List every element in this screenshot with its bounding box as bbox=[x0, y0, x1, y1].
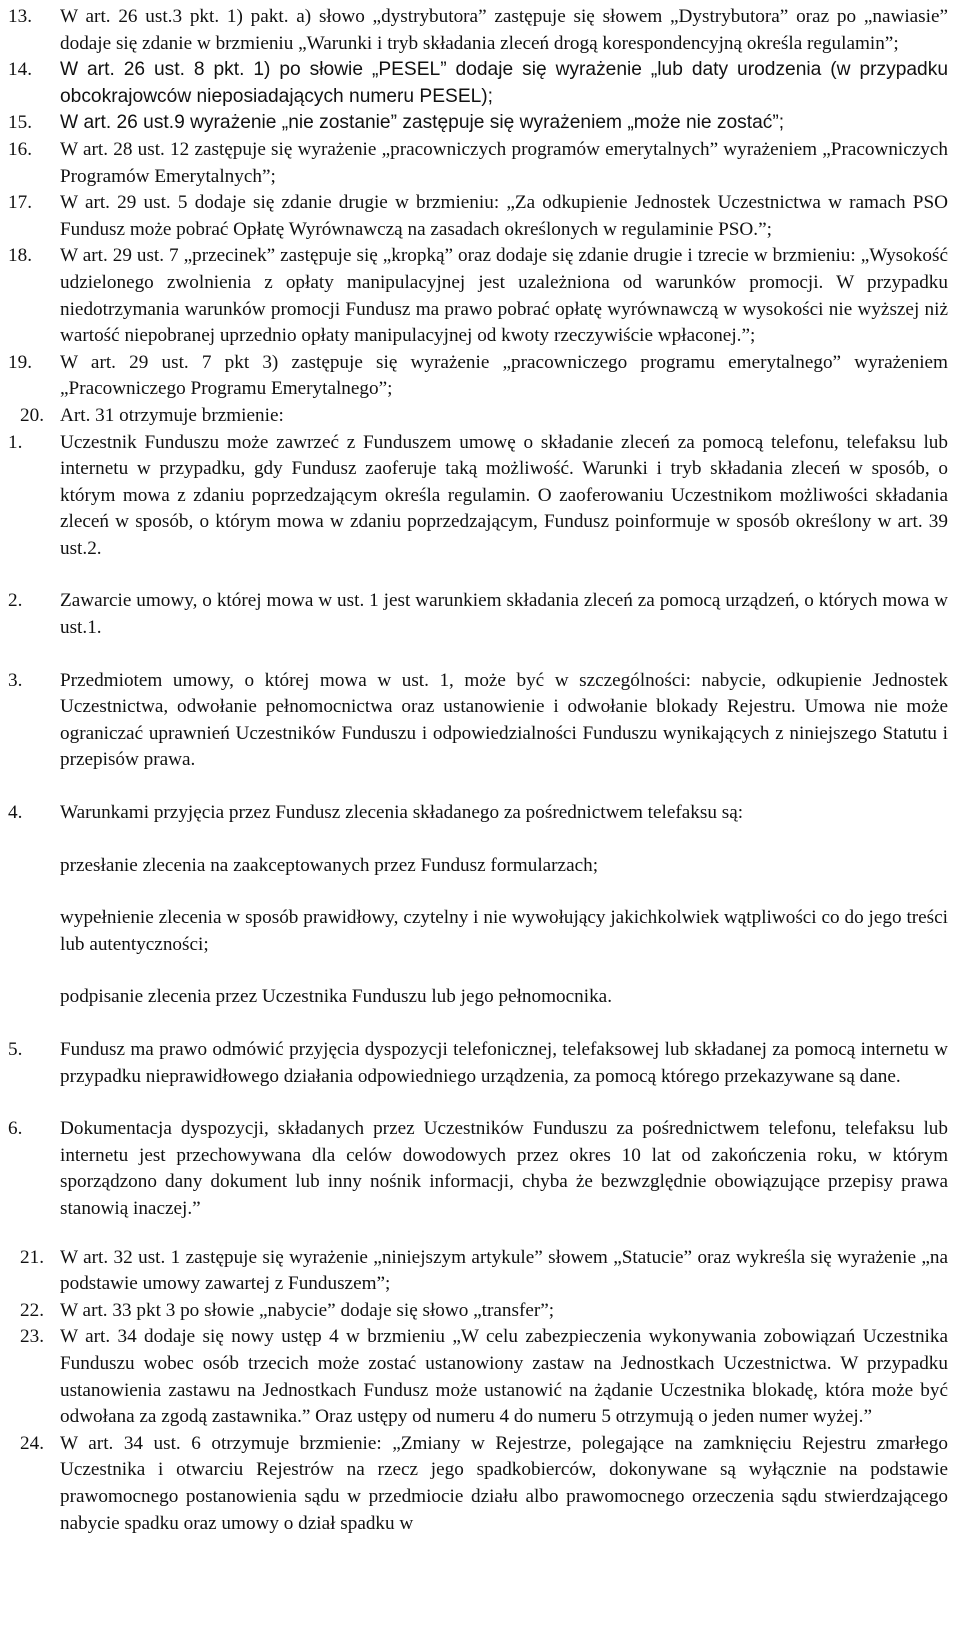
item-number: 20. bbox=[20, 404, 44, 426]
item-text: W art. 33 pkt 3 po słowie „nabycie” dodaje się słowo „transfer”; bbox=[60, 1299, 555, 1321]
item-text: W art. 32 ust. 1 zastępuje się wyrażenie „niniejszym artykule” słowem „Statucie” oraz wykreśla się wyrażenie „na podstawie umowy zawartej z Funduszem”; bbox=[60, 1246, 948, 1295]
list-item-14 bbox=[8, 57, 948, 110]
item-text: W art. 26 ust. 8 pkt. 1) po słowie „PESEL” dodaje się wyrażenie „lub daty urodzenia (w przypadku obcokrajowców nieposiadających numeru PESEL); bbox=[60, 59, 948, 107]
item-text: Zawarcie umowy, o której mowa w ust. 1 jest warunkiem składania zleceń za pomocą urządzeń, o których mowa w ust.1. bbox=[60, 590, 948, 639]
item-number: 16. bbox=[8, 138, 32, 160]
item-number: 5. bbox=[8, 1039, 23, 1060]
condition-1: przesłanie zlecenia na zaakceptowanych przez Fundusz formularzach; bbox=[60, 854, 599, 876]
item-number: 17. bbox=[8, 192, 32, 214]
art31-item-1 bbox=[8, 430, 948, 563]
item-text: W art. 29 ust. 7 „przecinek” zastępuje się „kropką” oraz dodaje się zdanie drugie i tzrecie w brzmieniu: „Wysokość udzielonego zwolnienia z opłaty manipulacyjnej jest uzależniona od warunków promocji. W przypadku niedotrzymania warunków promocji Fundusz ma prawo pobrać opłatę wyrównawczą w wysokości nie wyższej niż wartość niepobranej uprzednio opłaty manipulacyjnej od kwoty rzeczywiście wpłaconej.”; bbox=[60, 245, 948, 347]
item-text: Dokumentacja dyspozycji, składanych przez Uczestników Funduszu za pośrednictwem telefonu, telefaksu lub internetu jest przechowywana dla celów dowodowych przez okres 10 lat od zakończenia roku, w którym sporządzono dany dokument lub inny nośnik informacji, chyba że bezwzględnie obowiązujące przepisy prawa stanowią inaczej.” bbox=[60, 1118, 948, 1219]
art31-item-6 bbox=[8, 1116, 948, 1222]
item-text: Przedmiotem umowy, o której mowa w ust. 1, może być w szczególności: nabycie, odkupienie Jednostek Uczestnictwa, odwołanie pełnomocnictwa oraz ustanowienie i odwołanie blokady Rejestru. Umowa nie może ograniczać uprawnień Uczestników Funduszu i odpowiedzialności Funduszu wynikających z niniejszego Statutu i przepisów prawa. bbox=[60, 669, 948, 771]
item-number: 19. bbox=[8, 351, 32, 373]
item-number: 13. bbox=[8, 6, 32, 27]
list-item-21 bbox=[8, 1245, 948, 1298]
item-number: 22. bbox=[20, 1299, 44, 1321]
item-number: 6. bbox=[8, 1118, 23, 1140]
item-number: 14. bbox=[8, 59, 32, 81]
item-number: 18. bbox=[8, 245, 32, 267]
list-item-23 bbox=[8, 1324, 948, 1430]
item-number: 15. bbox=[8, 112, 32, 134]
item-text: W art. 34 ust. 6 otrzymuje brzmienie: „Zmiany w Rejestrze, polegające na zamknięciu Rejestru zmarłego Uczestnika i otwarciu Rejestrów na rzecz jego spadkobierców, dokonywane są wyłącznie na podstawie prawomocnego postanowienia sądu w przedmiocie działu albo prawomocnego orzeczenia sądu stwierdzającego nabycie spadku oraz umowy o dział spadku w bbox=[60, 1432, 948, 1534]
item-text: W art. 29 ust. 7 pkt 3) zastępuje się wyrażenie „pracowniczego programu emerytalnego” wyrażeniem „Pracowniczego Programu Emerytalnego”; bbox=[60, 351, 948, 400]
item-number: 21. bbox=[20, 1246, 44, 1268]
list-item-22 bbox=[8, 1298, 948, 1325]
item-text: Art. 31 otrzymuje brzmienie: bbox=[60, 404, 284, 426]
item-number: 1. bbox=[8, 431, 23, 453]
item-number: 23. bbox=[20, 1326, 44, 1348]
list-item-16 bbox=[8, 137, 948, 190]
condition-2: wypełnienie zlecenia w sposób prawidłowy, czytelny i nie wywołujący jakichkolwiek wątpliwości co do jego treści lub autentyczności; bbox=[60, 907, 948, 955]
list-item-24 bbox=[8, 1431, 948, 1537]
art31-item-3 bbox=[8, 668, 948, 774]
item-text: W art. 26 ust.3 pkt. 1) pakt. a) słowo „dystrybutora” zastępuje się słowem „Dystrybutora” oraz po „nawiasie” dodaje się zdanie w brzmieniu „Warunki i tryb składania zleceń drogą korespondencyjną określa regulamin”; bbox=[60, 6, 948, 54]
list-item-18 bbox=[8, 243, 948, 349]
item-text: W art. 29 ust. 5 dodaje się zdanie drugie w brzmieniu: „Za odkupienie Jednostek Uczestnictwa w ramach PSO Fundusz może pobrać Opłatę Wyrównawczą na zasadach określonych w regulaminie PSO.”; bbox=[60, 192, 948, 240]
item-text: Fundusz ma prawo odmówić przyjęcia dyspozycji telefonicznej, telefaksowej lub składanej za pomocą internetu w przypadku nieprawidłowego działania odpowiedniego urządzenia, za pomocą którego przekazywane są dane. bbox=[60, 1039, 948, 1087]
art31-item-5 bbox=[8, 1037, 948, 1090]
item-text: Uczestnik Funduszu może zawrzeć z Funduszem umowę o składanie zleceń za pomocą telefonu, telefaksu lub internetu w przypadku, gdy Fundusz zaoferuje taką możliwość. Warunki i tryb składania zleceń w sposób, o którym mowa z zdaniu poprzedzającym określa regulamin. O zaoferowaniu Uczestnikom możliwości składania zleceń w sposób, o którym mowa w zdaniu poprzedzającym, Fundusz poinformuje w sposób określony w art. 39 ust.2. bbox=[60, 431, 948, 559]
item-text: W art. 28 ust. 12 zastępuje się wyrażenie „pracowniczych programów emerytalnych” wyrażeniem „Pracowniczych Programów Emerytalnych”; bbox=[60, 138, 948, 187]
art31-item-4 bbox=[8, 800, 948, 827]
list-item-13 bbox=[8, 4, 948, 57]
item-number: 4. bbox=[8, 802, 23, 824]
list-item-20 bbox=[8, 403, 948, 430]
item-text: Warunkami przyjęcia przez Fundusz zlecenia składanego za pośrednictwem telefaksu są: bbox=[60, 802, 744, 824]
list-item-19 bbox=[8, 350, 948, 403]
list-item-17 bbox=[8, 190, 948, 243]
condition-3: podpisanie zlecenia przez Uczestnika Funduszu lub jego pełnomocnika. bbox=[60, 986, 612, 1008]
item-number: 24. bbox=[20, 1432, 44, 1454]
item-number: 2. bbox=[8, 590, 23, 612]
item-text: W art. 26 ust.9 wyrażenie „nie zostanie” zastępuje się wyrażeniem „może nie zostać”; bbox=[60, 112, 785, 134]
list-item-15 bbox=[8, 110, 948, 137]
art31-item-2 bbox=[8, 588, 948, 641]
item-number: 3. bbox=[8, 669, 23, 691]
item-text: W art. 34 dodaje się nowy ustęp 4 w brzmieniu „W celu zabezpieczenia wykonywania zobowiązań Uczestnika Funduszu wobec osób trzecich może zostać ustanowiony zastaw na Jednostkach Uczestnictwa. W przypadku ustanowienia zastawu na Jednostkach Fundusz może ustanowić na żądanie Uczestnika blokadę, która może być odwołana za zgodą zastawnika.” Oraz ustępy od numeru 4 do numeru 5 otrzymują o jeden numer wyżej.” bbox=[60, 1326, 948, 1428]
